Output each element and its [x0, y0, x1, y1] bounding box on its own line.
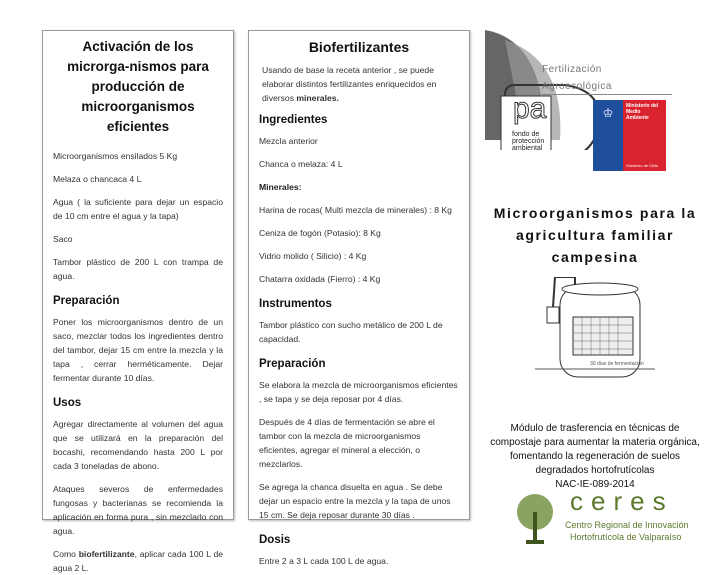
ingredient: Microorganismos ensilados 5 Kg [53, 151, 178, 161]
ingredient: Chanca o melaza: 4 L [259, 159, 343, 169]
tagline-2: Agroecológica [542, 81, 672, 95]
prep-text: Poner los microorganismos dentro de un saco, mezclar todos los ingredientes dentro del tambor, dejar 15 cm entre la mezcla y la tapa , cerrar herméticamente. Dejar fermentar durante 10 días. [53, 317, 223, 383]
bold-text: biofertilizante [78, 549, 135, 559]
cover-panel [480, 30, 720, 550]
intro [259, 63, 459, 105]
ceres-sub1: Centro Regional de Innovación [565, 520, 689, 530]
module-text: Módulo de trasferencia en técnicas de compostaje para aumentar la materia orgánica, fomentando la regeneración de suelos degradados hortofrutícolas [490, 423, 700, 476]
ministry-logo: ♔ Ministerio del Medio Ambiente Gobierno de Chile [593, 100, 666, 171]
svg-text:protección: protección [512, 138, 545, 145]
use-item: Ataques severos de enfermedades fungosas y bacterianas se recomienda la aplicación en forma pura , sin mezclarlo con agua. [53, 484, 223, 536]
ingredient: Melaza o chancaca 4 L [53, 174, 142, 184]
text: Como [53, 549, 79, 559]
module-description [490, 422, 700, 492]
text: , aplicar cada 100 L de agua 2 L. [53, 549, 224, 573]
ingredient: Tambor plástico de 200 L con trampa de agua. [53, 257, 223, 281]
prep-heading: Preparación [53, 295, 120, 307]
illustration-caption: 30 días de fermentación [590, 361, 644, 367]
prep-step: Después de 4 días de fermentación se abre el tambor con la mezcla de microorganismos eficientes, agregar el mineral a elección, o mezclarlos. [259, 417, 435, 469]
svg-text:pa: pa [513, 92, 547, 125]
middle-panel [248, 30, 470, 566]
left-title: Activación de los microrga-nismos para producción de microorganismos eficientes [67, 39, 209, 134]
use-item [53, 547, 223, 575]
prep-step: Se elabora la mezcla de microorganismos eficientes , se tapa y se deja reposar por 4 días. [259, 380, 458, 404]
use-item: Agregar directamente al volumen del agua que se utilizará en la preparación del bocashi, recomendando hasta 200 L por cada 3 toneladas de abono. [53, 419, 223, 471]
text: Usando de base la receta anterior , se puede elaborar distintos fertilizantes enriquecidos en diversos [262, 65, 437, 103]
prep-heading: Preparación [259, 358, 326, 370]
dose-heading: Dosis [259, 534, 291, 546]
bold-text: minerales. [296, 93, 339, 103]
tagline-1: Fertilización [542, 64, 602, 75]
mineral: Harina de rocas( Multi mezcla de minerales) : 8 Kg [259, 205, 452, 215]
left-panel [42, 30, 234, 573]
mid-title: Biofertilizantes [308, 39, 410, 55]
svg-text:fondo de: fondo de [512, 131, 540, 138]
ceres-name: ceres [570, 486, 674, 516]
instruments: Tambor plástico con sucho metálico de 200 L de capacidad. [259, 320, 443, 344]
brochure-title: Microorganismos para la agricultura familiar campesina [493, 205, 697, 265]
ingredients-heading: Ingredientes [259, 114, 328, 126]
mineral: Chatarra oxidada (Fierro) : 4 Kg [259, 274, 381, 284]
mineral: Ceniza de fogón (Potasio): 8 Kg [259, 228, 381, 238]
fermentation-drum-illustration [535, 277, 655, 387]
ingredient: Agua ( la suficiente para dejar un espacio de 10 cm entre el agua y la tapa) [53, 197, 223, 221]
svg-text:ambiental: ambiental [512, 145, 543, 150]
ceres-sub2: Hortofrutícola de Valparaíso [570, 532, 682, 542]
ingredient: Saco [53, 234, 73, 244]
uses-heading: Usos [53, 397, 82, 409]
project-code: NAC-IE-089-2014 [555, 479, 635, 490]
ingredient: Mezcla anterior [259, 136, 318, 146]
prep-step: Se agrega la chanca disuelta en agua . Se debe dejar un espacio entre la mezcla y la tapa de unos 15 cm. Se deja reposar durante 30 días . [259, 482, 451, 520]
minerals-heading: Minerales: [259, 182, 302, 192]
dose: Entre 2 a 3 L cada 100 L de agua. [259, 556, 389, 566]
coat-of-arms-icon: ♔ [593, 100, 623, 171]
mineral: Vidrio molido ( Silicio) : 4 Kg [259, 251, 367, 261]
instruments-heading: Instrumentos [259, 298, 332, 310]
tree-icon [508, 492, 563, 547]
ceres-logo [508, 486, 708, 552]
